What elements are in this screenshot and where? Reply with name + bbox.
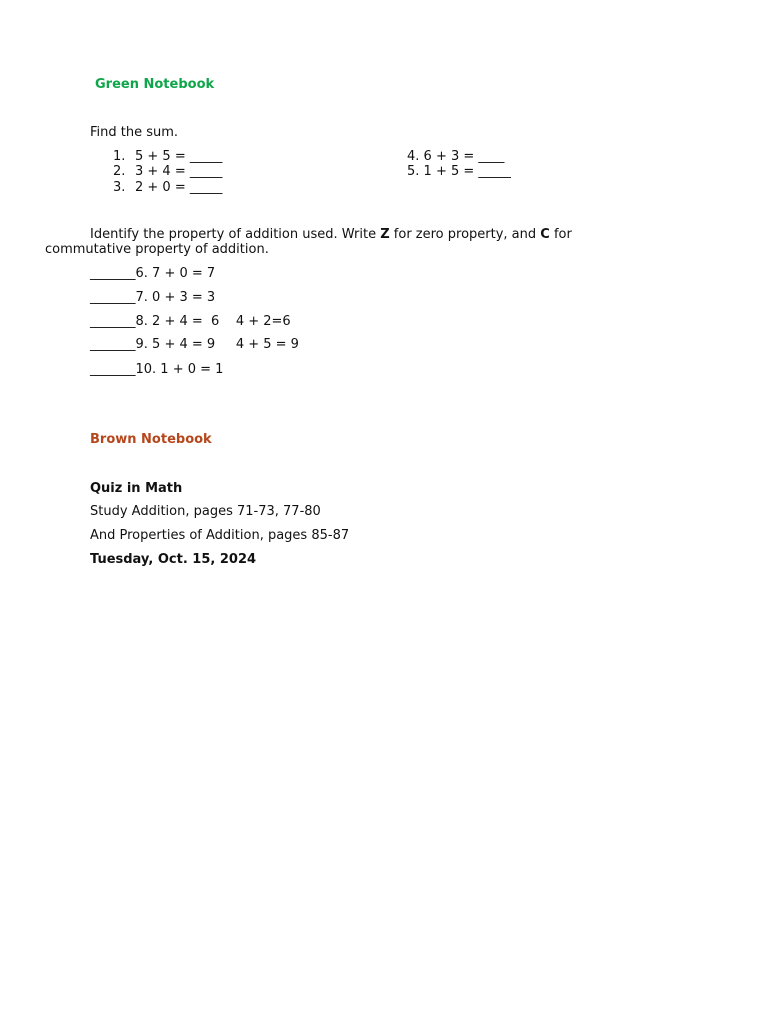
commutative-property-letter: C — [540, 227, 550, 242]
property-item-6: _______6. 7 + 0 = 7 — [90, 266, 216, 281]
brown-notebook-title: Brown Notebook — [90, 432, 212, 447]
property-instruction-line2: commutative property of addition. — [45, 242, 269, 257]
study-line-1: Study Addition, pages 71-73, 77-80 — [90, 504, 321, 519]
sum-item-text: 3 + 4 = _____ — [135, 164, 223, 179]
quiz-date: Tuesday, Oct. 15, 2024 — [90, 552, 257, 567]
green-notebook-title: Green Notebook — [95, 77, 215, 92]
sum-item-number: 3. — [113, 180, 126, 195]
zero-property-letter: Z — [380, 227, 390, 242]
sum-item-5: 5. 1 + 5 = _____ — [407, 164, 511, 179]
instruction-text: Identify the property of addition used. Write — [90, 227, 381, 242]
property-item-9: _______9. 5 + 4 = 9 4 + 5 = 9 — [90, 337, 299, 352]
find-sum-instruction: Find the sum. — [90, 125, 179, 140]
instruction-text: for — [549, 227, 572, 242]
property-item-7: _______7. 0 + 3 = 3 — [90, 290, 216, 305]
sum-item-number: 1. — [113, 149, 126, 164]
quiz-title: Quiz in Math — [90, 481, 183, 496]
sum-item-4: 4. 6 + 3 = ____ — [407, 149, 505, 164]
sum-item-number: 2. — [113, 164, 126, 179]
sum-item-3 — [113, 180, 222, 196]
study-line-2: And Properties of Addition, pages 85-87 — [90, 528, 350, 543]
sum-item-2 — [113, 164, 222, 180]
sum-item-text: 2 + 0 = _____ — [135, 180, 223, 195]
sum-item-1 — [113, 149, 222, 165]
instruction-text: for zero property, and — [389, 227, 541, 242]
sum-item-text: 5 + 5 = _____ — [135, 149, 223, 164]
property-item-8: _______8. 2 + 4 = 6 4 + 2=6 — [90, 314, 291, 329]
property-item-10: _______10. 1 + 0 = 1 — [90, 362, 224, 377]
property-instruction-line1 — [90, 227, 572, 243]
